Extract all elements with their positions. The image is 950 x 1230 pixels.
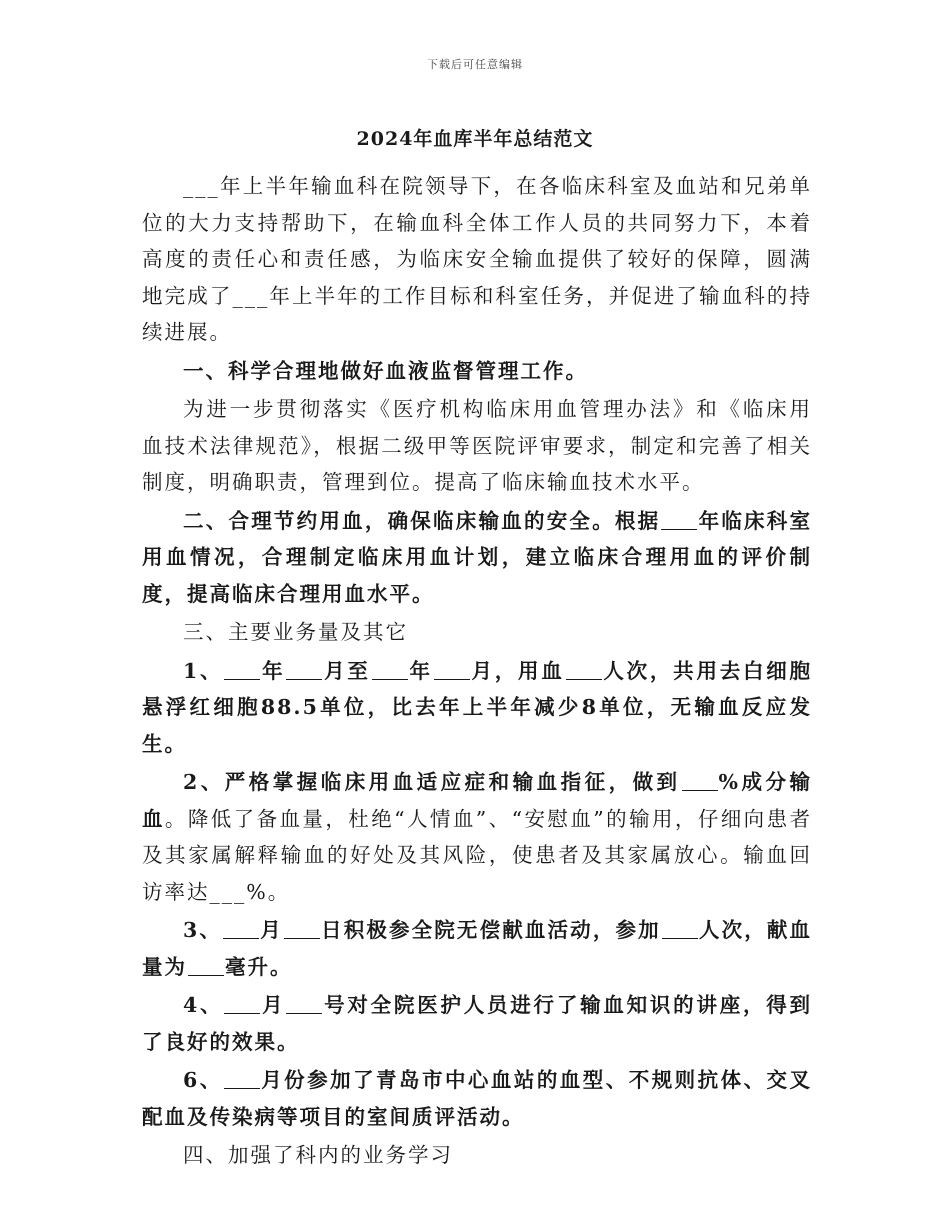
blank-line	[223, 918, 259, 939]
blank-line	[661, 509, 697, 530]
blank-line	[372, 659, 408, 680]
blank-line	[662, 918, 698, 939]
intro-text-2: 年上半年的工作目标和科室任务，并促进了输血科的持续进展。	[142, 283, 813, 344]
blank-year: ___	[183, 174, 220, 198]
paragraph-section-1: 为进一步贯彻落实《医疗机构临床用血管理办法》和《临床用血技术法律规范》，根据二级甲等医院评审要求，制定和完善了相关制度，明确职责，管理到位。提高了临床输血技术水平。	[142, 397, 812, 494]
blank-line	[224, 659, 260, 680]
blank-line	[284, 918, 320, 939]
item-4-text: 月	[261, 993, 286, 1017]
item-3-text: 毫升。	[225, 954, 293, 979]
item-3-number: 3、	[183, 918, 223, 942]
list-item-2	[142, 764, 812, 910]
blank-line	[188, 955, 224, 976]
item-4-number: 4、	[183, 993, 224, 1017]
blank-line	[566, 659, 602, 680]
item-1-text: 年	[408, 658, 433, 683]
paragraph-intro	[142, 168, 812, 351]
section-heading-1: 一、科学合理地做好血液监督管理工作。	[183, 358, 588, 383]
document-body	[142, 168, 812, 1174]
section-heading-2	[142, 503, 812, 613]
blank-line	[224, 993, 260, 1014]
intro-text-1: 年上半年输血科在院领导下，在各临床科室及血站和兄弟单位的大力支持帮助下，在输血科全体工作人员的共同努力下，本着高度的责任心和责任感，为临床安全输血提供了较好的保障，圆满地完成了	[142, 174, 812, 308]
list-item-4	[142, 987, 812, 1060]
section-2-text-1: 二、合理节约用血，确保临床输血的安全。根据	[183, 508, 661, 533]
blank-line	[286, 659, 322, 680]
item-1-text: 人次，共用去白细胞悬浮红细胞88.5单位，比去年上半年减少8单位，无输血反应发生。	[142, 658, 813, 756]
blank-year-2: ___	[232, 283, 270, 308]
item-3-text: 日积极参全院无偿献血活动，参加	[320, 918, 661, 942]
list-item-3	[142, 912, 812, 985]
item-3-text: 人次，献血量为	[142, 918, 813, 979]
list-item-1	[142, 653, 812, 763]
header-note: 下载后可任意编辑	[427, 58, 523, 71]
section-heading-3: 三、主要业务量及其它	[183, 620, 408, 644]
blank-line	[286, 993, 322, 1014]
item-1-text: 年	[261, 658, 286, 683]
item-4-text: 号对全院医护人员进行了输血知识的讲座，得到了良好的效果。	[142, 993, 813, 1054]
section-2-text-2: 年临床科室用血情况，合理制定临床用血计划，建立临床合理用血的评价制度，提高临床合理用血水平。	[142, 508, 813, 606]
item-6-text: 月份参加了青岛市中心血站的血型、不规则抗体、交叉配血及传染病等项目的室间质评活动。	[142, 1068, 813, 1129]
section-heading-4: 四、加强了科内的业务学习	[183, 1143, 453, 1167]
blank-line	[434, 659, 470, 680]
item-2-bold-text: 2、严格掌握临床用血适应症和输血指征，做到	[183, 770, 681, 794]
document-title: 2024年血库半年总结范文	[356, 128, 594, 150]
item-2-text: 。降低了备血量，杜绝“人情血”、“安慰血”的输用，仔细向患者及其家属解释输血的好处及其风险，使患者及其家属放心。输血回访率达___%。	[142, 806, 813, 904]
item-6-number: 6、	[183, 1068, 223, 1092]
item-1-text: 月，用血	[470, 658, 565, 683]
blank-line	[224, 1068, 260, 1089]
item-3-text: 月	[260, 918, 283, 942]
blank-line	[682, 770, 718, 791]
item-1-text: 月至	[323, 658, 371, 683]
item-2-bold-text: %成分输血	[142, 770, 812, 831]
list-item-6	[142, 1062, 812, 1135]
item-1-number: 1、	[183, 658, 224, 683]
